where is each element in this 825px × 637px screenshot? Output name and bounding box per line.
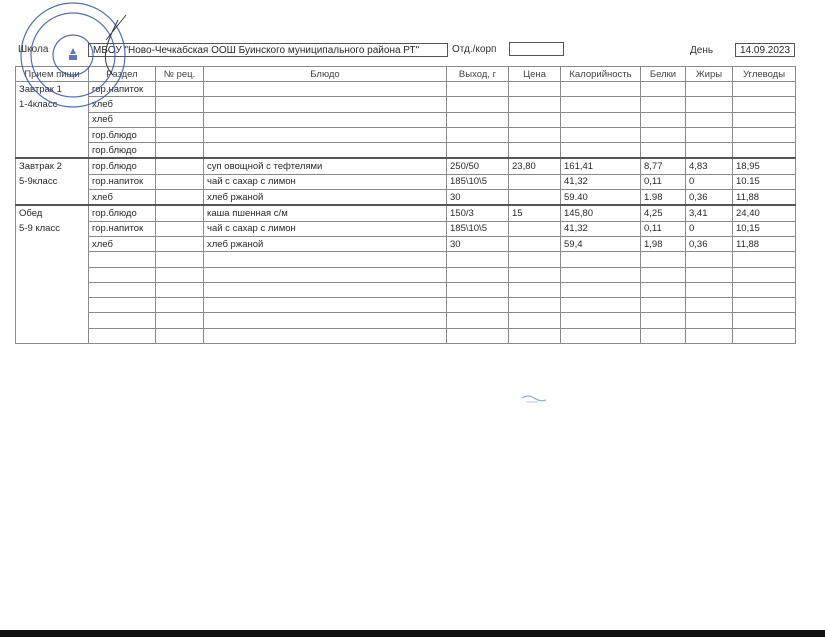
- cell-carb[interactable]: 11,88: [733, 236, 796, 251]
- table-row: [16, 236, 796, 251]
- cell-rec[interactable]: [156, 236, 204, 251]
- cell-price[interactable]: [509, 127, 561, 142]
- cell-out[interactable]: 30: [447, 190, 509, 206]
- cell-section[interactable]: [89, 328, 156, 343]
- cell-price[interactable]: 15: [509, 205, 561, 221]
- cell-dish[interactable]: [204, 328, 447, 343]
- cell-carb[interactable]: [733, 267, 796, 282]
- cell-price[interactable]: [509, 97, 561, 112]
- school-label: Школа: [18, 44, 49, 55]
- meal-name-cell[interactable]: Завтрак 2 5-9класс: [16, 158, 89, 205]
- cell-carb[interactable]: 11,88: [733, 190, 796, 206]
- cell-section[interactable]: гор.блюдо: [89, 127, 156, 142]
- cell-out[interactable]: [447, 143, 509, 159]
- table-row: [16, 158, 796, 174]
- cell-dish[interactable]: суп овощной с тефтелями: [204, 158, 447, 174]
- school-name-field[interactable]: МБОУ "Ново-Чечкабская ООШ Буинского муниципального района РТ": [88, 43, 448, 57]
- column-header: Раздел: [89, 67, 156, 82]
- cell-rec[interactable]: [156, 282, 204, 297]
- cell-dish[interactable]: каша пшенная с/м: [204, 205, 447, 221]
- table-row: [16, 143, 796, 159]
- cell-price[interactable]: [509, 112, 561, 127]
- cell-rec[interactable]: [156, 313, 204, 328]
- cell-kcal[interactable]: [561, 267, 641, 282]
- table-row: [16, 267, 796, 282]
- cell-price[interactable]: [509, 143, 561, 159]
- cell-dish[interactable]: [204, 112, 447, 127]
- cell-out[interactable]: 185\10\5: [447, 174, 509, 189]
- cell-kcal[interactable]: 59,4: [561, 236, 641, 251]
- cell-rec[interactable]: [156, 328, 204, 343]
- cell-section[interactable]: гор.напиток: [89, 221, 156, 236]
- cell-kcal[interactable]: [561, 313, 641, 328]
- cell-kcal[interactable]: [561, 282, 641, 297]
- cell-prot[interactable]: [641, 282, 686, 297]
- cell-out[interactable]: 150/3: [447, 205, 509, 221]
- cell-section[interactable]: хлеб: [89, 190, 156, 206]
- cell-carb[interactable]: [733, 282, 796, 297]
- cell-out[interactable]: [447, 313, 509, 328]
- cell-fat[interactable]: [686, 298, 733, 313]
- cell-prot[interactable]: 1.98: [641, 190, 686, 206]
- cell-section[interactable]: гор.блюдо: [89, 143, 156, 159]
- menu-table: [15, 66, 796, 344]
- cell-fat[interactable]: 4,83: [686, 158, 733, 174]
- cell-section[interactable]: [89, 282, 156, 297]
- cell-rec[interactable]: [156, 82, 204, 97]
- cell-rec[interactable]: [156, 267, 204, 282]
- table-row: [16, 82, 796, 97]
- cell-fat[interactable]: 0,36: [686, 190, 733, 206]
- cell-prot[interactable]: [641, 267, 686, 282]
- column-header: Углеводы: [733, 67, 796, 82]
- cell-price[interactable]: [509, 236, 561, 251]
- cell-rec[interactable]: [156, 158, 204, 174]
- cell-carb[interactable]: 10.15: [733, 174, 796, 189]
- cell-dish[interactable]: [204, 82, 447, 97]
- column-header: № рец.: [156, 67, 204, 82]
- column-header: Цена: [509, 67, 561, 82]
- cell-fat[interactable]: 0,36: [686, 236, 733, 251]
- cell-prot[interactable]: 0,11: [641, 174, 686, 189]
- cell-fat[interactable]: 0: [686, 221, 733, 236]
- meal-name-cell[interactable]: Обед 5-9 класс: [16, 205, 89, 343]
- cell-dish[interactable]: [204, 143, 447, 159]
- cell-dish[interactable]: [204, 298, 447, 313]
- cell-fat[interactable]: [686, 127, 733, 142]
- cell-kcal[interactable]: [561, 82, 641, 97]
- cell-carb[interactable]: [733, 313, 796, 328]
- cell-price[interactable]: [509, 282, 561, 297]
- cell-kcal[interactable]: [561, 112, 641, 127]
- dept-label: Отд./корп: [452, 44, 497, 55]
- cell-carb[interactable]: [733, 82, 796, 97]
- table-row: [16, 282, 796, 297]
- cell-price[interactable]: 23,80: [509, 158, 561, 174]
- day-label: День: [690, 45, 714, 56]
- column-header: Белки: [641, 67, 686, 82]
- cell-dish[interactable]: хлеб ржаной: [204, 190, 447, 206]
- table-header-row: [16, 67, 796, 82]
- cell-prot[interactable]: [641, 82, 686, 97]
- table-row: [16, 190, 796, 206]
- cell-rec[interactable]: [156, 97, 204, 112]
- cell-price[interactable]: [509, 190, 561, 206]
- cell-fat[interactable]: [686, 143, 733, 159]
- cell-carb[interactable]: [733, 143, 796, 159]
- cell-kcal[interactable]: 41,32: [561, 174, 641, 189]
- table-row: [16, 328, 796, 343]
- cell-section[interactable]: [89, 267, 156, 282]
- cell-price[interactable]: [509, 267, 561, 282]
- cell-section[interactable]: гор.блюдо: [89, 158, 156, 174]
- cell-fat[interactable]: [686, 282, 733, 297]
- cell-out[interactable]: [447, 282, 509, 297]
- table-row: [16, 112, 796, 127]
- cell-carb[interactable]: [733, 97, 796, 112]
- cell-dish[interactable]: [204, 282, 447, 297]
- dept-field[interactable]: [509, 42, 564, 56]
- cell-fat[interactable]: [686, 112, 733, 127]
- cell-prot[interactable]: [641, 313, 686, 328]
- cell-rec[interactable]: [156, 112, 204, 127]
- cell-kcal[interactable]: [561, 97, 641, 112]
- cell-price[interactable]: [509, 252, 561, 267]
- cell-kcal[interactable]: 145,80: [561, 205, 641, 221]
- cell-section[interactable]: хлеб: [89, 97, 156, 112]
- cell-fat[interactable]: 3,41: [686, 205, 733, 221]
- table-row: [16, 127, 796, 142]
- cell-carb[interactable]: 18,95: [733, 158, 796, 174]
- cell-section[interactable]: [89, 313, 156, 328]
- column-header: Калорийность: [561, 67, 641, 82]
- cell-rec[interactable]: [156, 298, 204, 313]
- cell-rec[interactable]: [156, 205, 204, 221]
- cell-dish[interactable]: [204, 97, 447, 112]
- cell-rec[interactable]: [156, 252, 204, 267]
- cell-dish[interactable]: чай с сахар с лимон: [204, 221, 447, 236]
- cell-prot[interactable]: [641, 328, 686, 343]
- table-row: [16, 252, 796, 267]
- cell-kcal[interactable]: [561, 328, 641, 343]
- cell-prot[interactable]: [641, 252, 686, 267]
- table-row: [16, 205, 796, 221]
- cell-price[interactable]: [509, 221, 561, 236]
- cell-fat[interactable]: [686, 313, 733, 328]
- cell-prot[interactable]: 0,11: [641, 221, 686, 236]
- cell-kcal[interactable]: 161,41: [561, 158, 641, 174]
- cell-carb[interactable]: [733, 112, 796, 127]
- cell-out[interactable]: [447, 267, 509, 282]
- cell-rec[interactable]: [156, 127, 204, 142]
- cell-carb[interactable]: 24,40: [733, 205, 796, 221]
- table-row: [16, 313, 796, 328]
- cell-prot[interactable]: 1,98: [641, 236, 686, 251]
- cell-fat[interactable]: [686, 267, 733, 282]
- cell-kcal[interactable]: [561, 143, 641, 159]
- cell-kcal[interactable]: [561, 252, 641, 267]
- cell-section[interactable]: хлеб: [89, 112, 156, 127]
- cell-dish[interactable]: [204, 127, 447, 142]
- cell-rec[interactable]: [156, 221, 204, 236]
- cell-out[interactable]: [447, 82, 509, 97]
- cell-kcal[interactable]: 59.40: [561, 190, 641, 206]
- cell-section[interactable]: [89, 298, 156, 313]
- cell-carb[interactable]: [733, 252, 796, 267]
- cell-dish[interactable]: [204, 252, 447, 267]
- cell-price[interactable]: [509, 174, 561, 189]
- meal-name-cell[interactable]: Завтрак 1 1-4класс: [16, 82, 89, 159]
- column-header: Прием пищи: [16, 67, 89, 82]
- cell-section[interactable]: хлеб: [89, 236, 156, 251]
- cell-prot[interactable]: [641, 112, 686, 127]
- table-row: [16, 97, 796, 112]
- cell-kcal[interactable]: [561, 298, 641, 313]
- column-header: Выход, г: [447, 67, 509, 82]
- cell-out[interactable]: 185\10\5: [447, 221, 509, 236]
- cell-kcal[interactable]: 41,32: [561, 221, 641, 236]
- cell-dish[interactable]: чай с сахар с лимон: [204, 174, 447, 189]
- cell-section[interactable]: [89, 252, 156, 267]
- cell-out[interactable]: 30: [447, 236, 509, 251]
- column-header: Блюдо: [204, 67, 447, 82]
- cell-fat[interactable]: [686, 82, 733, 97]
- cell-prot[interactable]: [641, 143, 686, 159]
- cell-price[interactable]: [509, 298, 561, 313]
- cell-section[interactable]: гор.блюдо: [89, 205, 156, 221]
- cell-dish[interactable]: [204, 267, 447, 282]
- cell-section[interactable]: гор.напиток: [89, 82, 156, 97]
- cell-out[interactable]: [447, 252, 509, 267]
- cell-carb[interactable]: [733, 127, 796, 142]
- cell-kcal[interactable]: [561, 127, 641, 142]
- cell-out[interactable]: [447, 112, 509, 127]
- cell-out[interactable]: [447, 298, 509, 313]
- cell-carb[interactable]: 10,15: [733, 221, 796, 236]
- cell-price[interactable]: [509, 313, 561, 328]
- cell-dish[interactable]: хлеб ржаной: [204, 236, 447, 251]
- cell-rec[interactable]: [156, 174, 204, 189]
- scan-bottom-edge: [0, 630, 825, 637]
- cell-prot[interactable]: 4,25: [641, 205, 686, 221]
- cell-dish[interactable]: [204, 313, 447, 328]
- cell-carb[interactable]: [733, 328, 796, 343]
- cell-price[interactable]: [509, 82, 561, 97]
- cell-price[interactable]: [509, 328, 561, 343]
- cell-fat[interactable]: [686, 97, 733, 112]
- table-row: [16, 174, 796, 189]
- column-header: Жиры: [686, 67, 733, 82]
- cell-carb[interactable]: [733, 298, 796, 313]
- cell-out[interactable]: 250/50: [447, 158, 509, 174]
- table-body: [16, 82, 796, 344]
- cell-prot[interactable]: [641, 97, 686, 112]
- cell-rec[interactable]: [156, 143, 204, 159]
- table-row: [16, 298, 796, 313]
- cell-out[interactable]: [447, 127, 509, 142]
- cell-prot[interactable]: [641, 298, 686, 313]
- school-seal-stamp: [18, 0, 128, 110]
- cell-prot[interactable]: [641, 127, 686, 142]
- cell-fat[interactable]: 0: [686, 174, 733, 189]
- table-row: [16, 221, 796, 236]
- cell-fat[interactable]: [686, 328, 733, 343]
- cell-out[interactable]: [447, 97, 509, 112]
- cell-out[interactable]: [447, 328, 509, 343]
- cell-rec[interactable]: [156, 190, 204, 206]
- cell-section[interactable]: гор.напиток: [89, 174, 156, 189]
- cell-prot[interactable]: 8,77: [641, 158, 686, 174]
- scan-artifact: [520, 392, 550, 406]
- day-field[interactable]: 14.09.2023: [735, 43, 795, 57]
- cell-fat[interactable]: [686, 252, 733, 267]
